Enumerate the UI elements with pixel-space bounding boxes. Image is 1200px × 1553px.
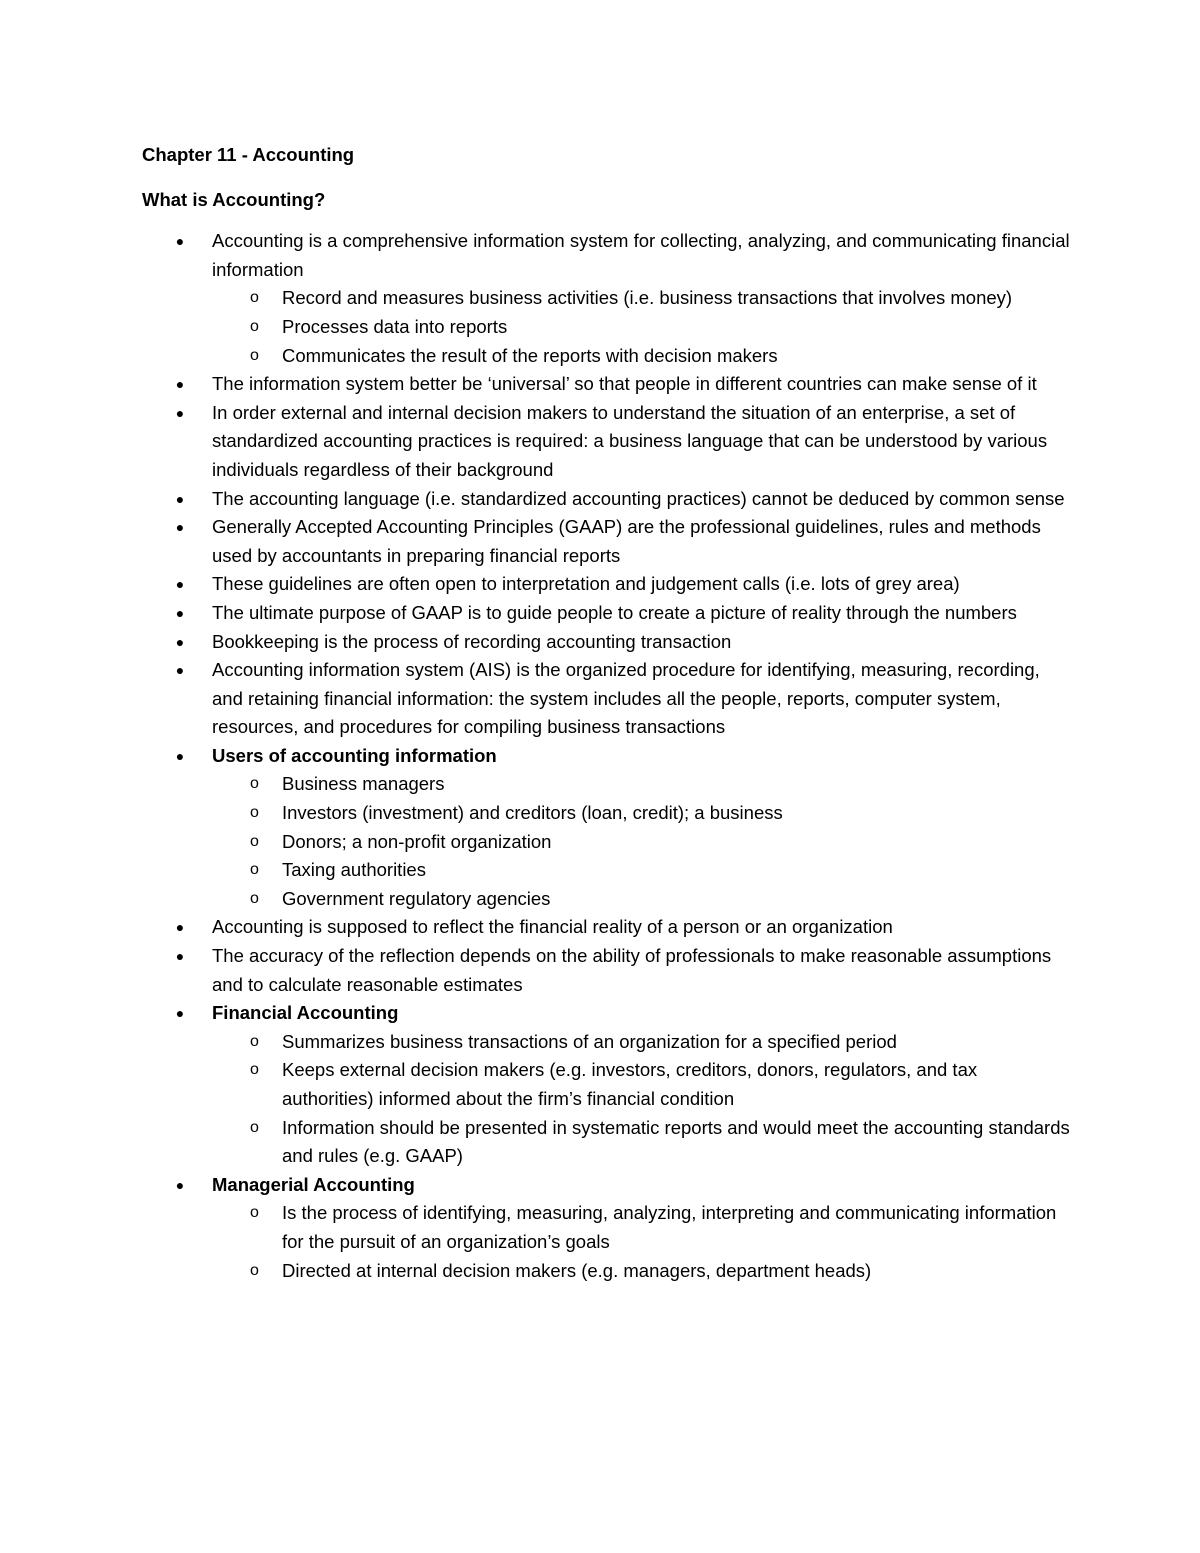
sub-list xyxy=(212,1199,1072,1285)
sub-list-item-text: Donors; a non-profit organization xyxy=(282,830,552,852)
sub-list-item xyxy=(211,828,1072,857)
list-item xyxy=(142,370,1072,399)
sub-list-item xyxy=(211,342,1072,371)
sub-list-item-text: Investors (investment) and creditors (loan, credit); a business xyxy=(282,802,783,824)
bullet-icon: ● xyxy=(175,404,185,421)
bullet-icon: ● xyxy=(175,604,185,621)
sub-list-item-text: Summarizes business transactions of an organization for a specified period xyxy=(282,1030,897,1052)
document-content xyxy=(142,141,1072,1285)
sub-list-item-text: Processes data into reports xyxy=(282,315,508,337)
list-item-text: Bookkeeping is the process of recording accounting transaction xyxy=(212,630,732,652)
sub-list-item xyxy=(211,799,1072,828)
sub-list-item-text: Taxing authorities xyxy=(282,859,426,881)
sub-list-item xyxy=(211,313,1072,342)
sub-list-item-text: Information should be presented in systematic reports and would meet the accounting standards and rules (e.g. GAAP) xyxy=(282,1116,1070,1167)
sub-list-item-text: Business managers xyxy=(282,773,445,795)
list-item xyxy=(142,399,1072,485)
list-item xyxy=(142,570,1072,599)
sub-list-item xyxy=(211,284,1072,313)
sub-list-item-text: Directed at internal decision makers (e.g. managers, department heads) xyxy=(282,1259,872,1281)
sub-list-item xyxy=(211,770,1072,799)
list-item-text: These guidelines are often open to interpretation and judgement calls (i.e. lots of grey area) xyxy=(212,573,960,595)
sub-bullet-icon: o xyxy=(250,889,259,907)
list-item xyxy=(142,1171,1072,1285)
bullet-icon: ● xyxy=(175,576,185,593)
bullet-icon: ● xyxy=(175,919,185,936)
sub-list-item-text: Record and measures business activities (i.e. business transactions that involves money) xyxy=(282,287,1013,309)
list-item xyxy=(142,913,1072,942)
list-item-text: The accuracy of the reflection depends on the ability of professionals to make reasonable assumptions and to calculate reasonable estimates xyxy=(212,945,1052,995)
sub-list-item xyxy=(211,1257,1072,1286)
sub-list-item-text: Is the process of identifying, measuring, analyzing, interpreting and communicating information for the pursuit of an organization’s goals xyxy=(282,1202,1057,1252)
sub-bullet-icon: o xyxy=(250,289,259,307)
list-item xyxy=(142,656,1072,742)
bullet-icon: ● xyxy=(175,1005,185,1022)
sub-bullet-icon: o xyxy=(250,804,259,822)
bullet-icon: ● xyxy=(175,633,185,650)
sub-bullet-icon: o xyxy=(250,861,259,879)
sub-bullet-icon: o xyxy=(250,1204,259,1222)
sub-bullet-icon: o xyxy=(250,775,259,793)
list-item-text: In order external and internal decision makers to understand the situation of an enterprise, a set of standardized accounting practices is required: a business language that can be understood by various individuals regardless of their background xyxy=(212,401,1048,480)
sub-bullet-icon: o xyxy=(250,346,259,364)
sub-bullet-icon: o xyxy=(250,1118,259,1136)
sub-bullet-icon: o xyxy=(250,317,259,335)
sub-bullet-icon: o xyxy=(250,1032,259,1050)
sub-list xyxy=(212,1028,1072,1171)
list-item xyxy=(142,485,1072,514)
list-item xyxy=(142,999,1072,1171)
sub-list xyxy=(212,284,1072,370)
sub-bullet-icon: o xyxy=(250,1261,259,1279)
bullet-icon: ● xyxy=(175,490,185,507)
list-item-text: The information system better be ‘universal’ so that people in different countries can make sense of it xyxy=(212,373,1037,395)
list-item xyxy=(142,628,1072,657)
list-item-text: Accounting is supposed to reflect the financial reality of a person or an organization xyxy=(212,916,893,938)
sub-list-item xyxy=(211,885,1072,914)
sub-list xyxy=(212,770,1072,913)
bullet-icon: ● xyxy=(175,948,185,965)
sub-list-item xyxy=(211,1028,1072,1057)
sub-list-item xyxy=(211,1056,1072,1113)
section-heading: What is Accounting? xyxy=(142,188,326,210)
bullet-icon: ● xyxy=(175,747,185,764)
bullet-icon: ● xyxy=(175,376,185,393)
sub-bullet-icon: o xyxy=(250,1061,259,1079)
list-item xyxy=(142,599,1072,628)
sub-list-item xyxy=(211,856,1072,885)
chapter-title: Chapter 11 - Accounting xyxy=(142,144,355,165)
list-item-text: The ultimate purpose of GAAP is to guide people to create a picture of reality through the numbers xyxy=(212,601,1017,623)
sub-list-item xyxy=(211,1114,1072,1171)
list-item-text: Accounting information system (AIS) is the organized procedure for identifying, measuring, recording, and retaining financial information: the system includes all the people, reports, computer system, resources, and procedures for compiling business transactions xyxy=(212,659,1040,738)
bullet-icon: ● xyxy=(175,519,185,536)
list-item-text: Generally Accepted Accounting Principles (GAAP) are the professional guidelines, rules and methods used by accountants in preparing financial reports xyxy=(212,516,1041,566)
list-item-text: Managerial Accounting xyxy=(212,1173,415,1195)
list-item xyxy=(142,227,1072,370)
list-item xyxy=(142,513,1072,570)
list-item xyxy=(142,742,1072,914)
bullet-icon: ● xyxy=(175,1176,185,1193)
list-item xyxy=(142,942,1072,999)
list-item-text: Users of accounting information xyxy=(212,744,497,766)
sub-list-item xyxy=(211,1199,1072,1256)
sub-list-item-text: Communicates the result of the reports with decision makers xyxy=(282,344,778,366)
list-item-text: Accounting is a comprehensive information system for collecting, analyzing, and communicating financial information xyxy=(212,230,1070,280)
bullet-icon: ● xyxy=(175,233,185,250)
sub-list-item-text: Keeps external decision makers (e.g. investors, creditors, donors, regulators, and tax authorities) informed about the firm’s financial condition xyxy=(282,1059,978,1109)
bullet-icon: ● xyxy=(175,662,185,679)
sub-bullet-icon: o xyxy=(250,832,259,850)
sub-list-item-text: Government regulatory agencies xyxy=(282,887,551,909)
list-item-text: Financial Accounting xyxy=(212,1002,399,1024)
list-item-text: The accounting language (i.e. standardized accounting practices) cannot be deduced by common sense xyxy=(212,487,1065,509)
bullet-list xyxy=(142,227,1072,1285)
